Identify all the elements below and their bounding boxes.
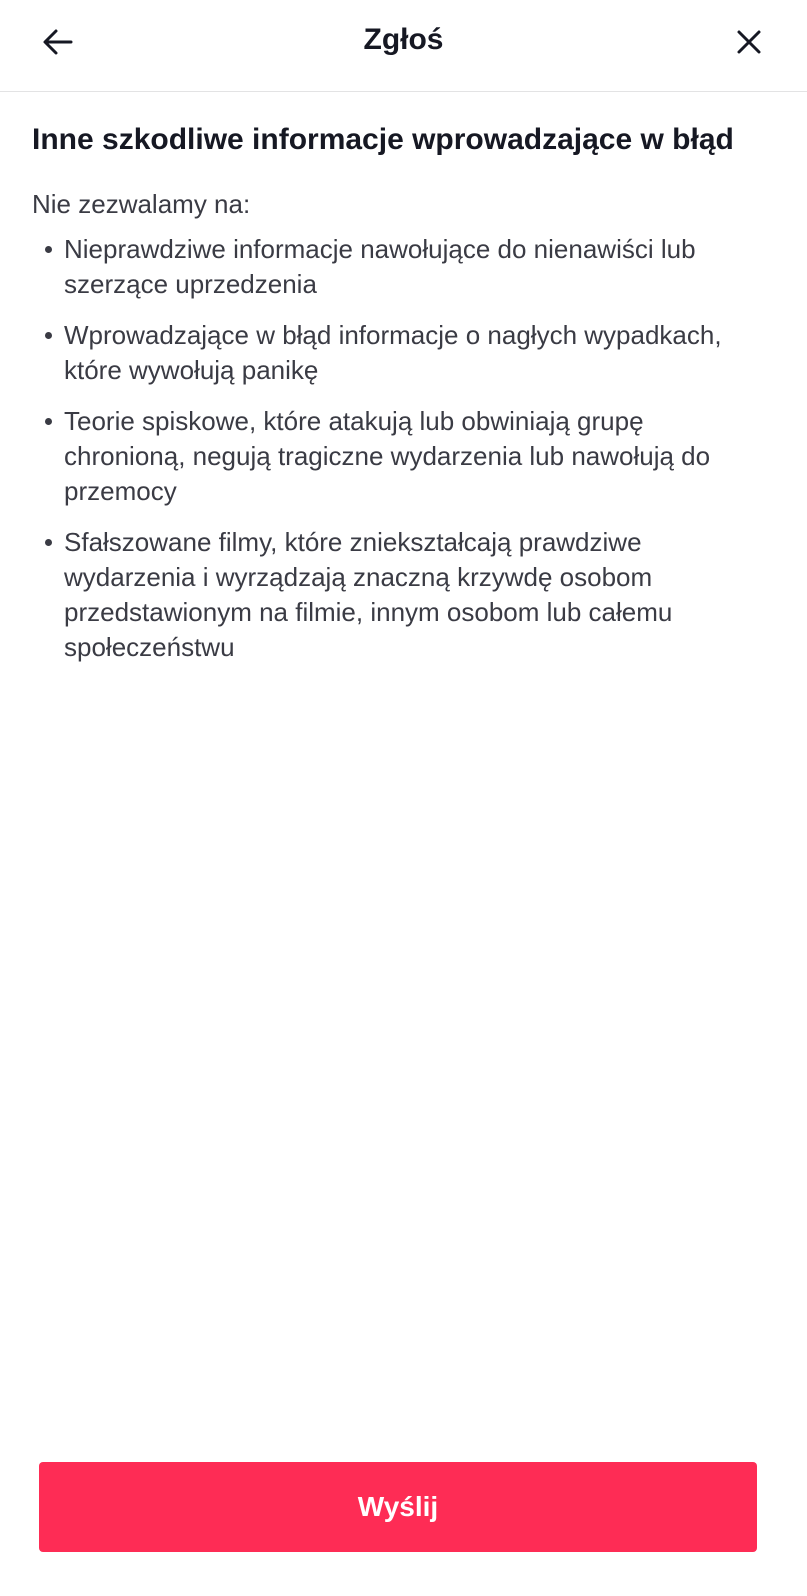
close-button[interactable] [725, 18, 773, 66]
list-item [32, 525, 752, 665]
close-icon [736, 29, 762, 55]
rules-list [32, 232, 752, 665]
list-item [32, 232, 752, 302]
bullet-icon [45, 418, 52, 425]
bullet-icon [45, 332, 52, 339]
rule-text: Sfałszowane filmy, które zniekształcają prawdziwe wydarzenia i wyrządzają znaczną krzywdę osobom przedstawionym na filmie, innym osobom lub całemu społeczeństwu [64, 527, 673, 662]
submit-button[interactable]: Wyślij [39, 1462, 757, 1552]
report-content [32, 118, 752, 681]
header-bar [0, 0, 807, 92]
list-item [32, 318, 752, 388]
report-category-heading: Inne szkodliwe informacje wprowadzające w błąd [32, 123, 734, 156]
bullet-icon [45, 539, 52, 546]
list-item [32, 404, 752, 509]
rule-text: Nieprawdziwe informacje nawołujące do nienawiści lub szerzące uprzedzenia [64, 234, 696, 299]
intro-text: Nie zezwalamy na: [32, 189, 251, 219]
page-title: Zgłoś [363, 23, 444, 56]
rule-text: Teorie spiskowe, które atakują lub obwiniają grupę chronioną, negują tragiczne wydarzenia lub nawołują do przemocy [64, 406, 711, 506]
bullet-icon [45, 246, 52, 253]
rule-text: Wprowadzające w błąd informacje o nagłych wypadkach, które wywołują panikę [64, 320, 722, 385]
